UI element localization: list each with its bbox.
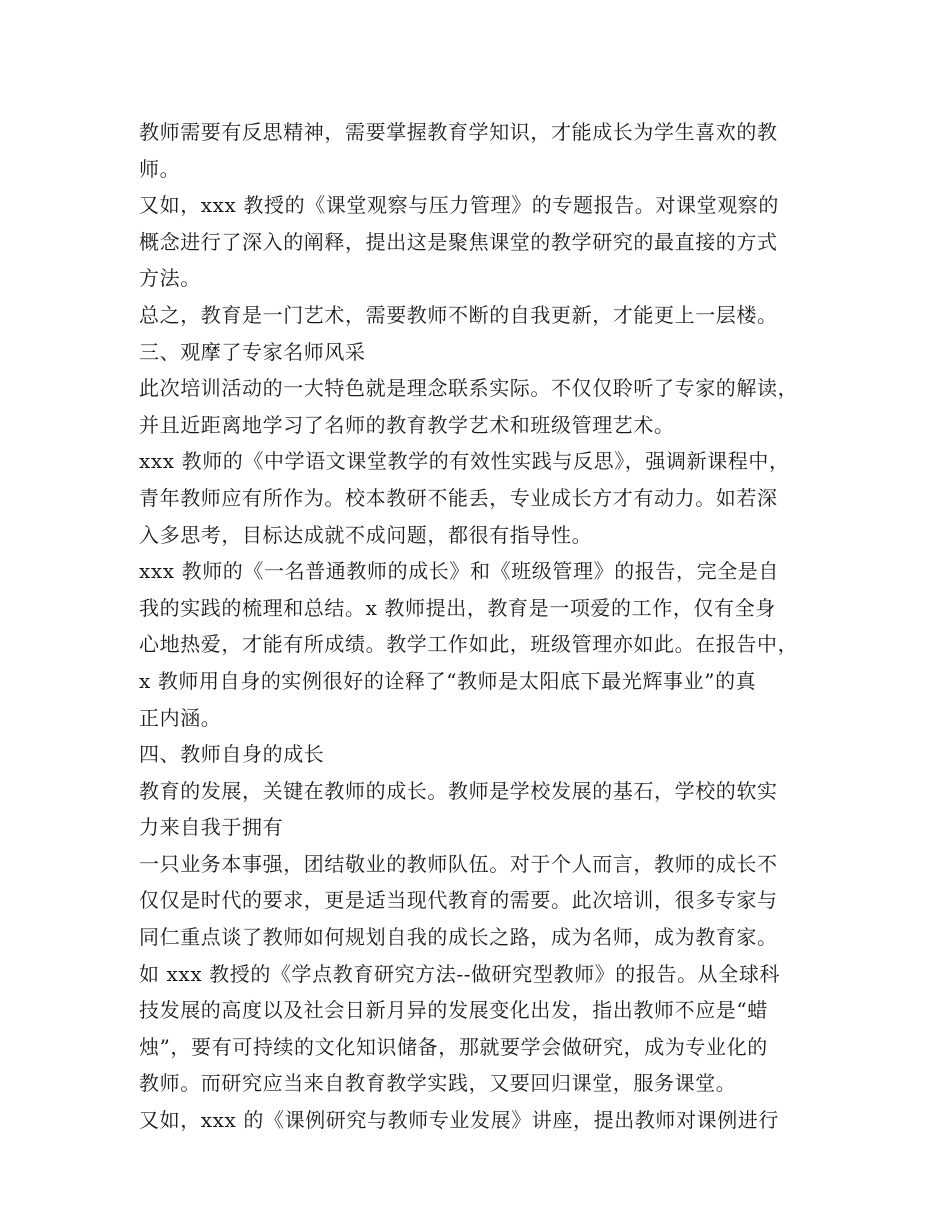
text-line: 入多思考，目标达成就不成问题，都很有指导性。 bbox=[139, 522, 593, 547]
text-line: 方法。 bbox=[139, 266, 201, 291]
text-line: 力来自我于拥有 bbox=[139, 815, 284, 840]
text-line: xxx 教师的《一名普通教师的成长》和《班级管理》的报告，完全是自 bbox=[139, 559, 779, 584]
text-line: 概念进行了深入的阐释，提出这是聚焦课堂的教学研究的最直接的方式 bbox=[139, 229, 778, 254]
text-line: 青年教师应有所作为。校本教研不能丢，专业成长方才有动力。如若深 bbox=[139, 485, 778, 510]
text-line: 我的实践的梳理和总结。x 教师提出，教育是一项爱的工作，仅有全身 bbox=[139, 595, 776, 620]
text-line: 又如，xxx 的《课例研究与教师专业发展》讲座，提出教师对课例进行 bbox=[139, 1108, 779, 1133]
text-line: 师。 bbox=[139, 156, 181, 181]
text-line: 教师需要有反思精神，需要掌握教育学知识，才能成长为学生喜欢的教 bbox=[139, 120, 778, 144]
text-line: 总之，教育是一门艺术，需要教师不断的自我更新，才能更上一层楼。 bbox=[139, 302, 778, 327]
section-heading: 四、教师自身的成长 bbox=[139, 742, 325, 767]
text-line: 教育的发展，关键在教师的成长。教师是学校发展的基石，学校的软实 bbox=[139, 778, 778, 803]
text-line: 同仁重点谈了教师如何规划自我的成长之路，成为名师，成为教育家。 bbox=[139, 925, 778, 950]
section-heading: 三、观摩了专家名师风采 bbox=[139, 339, 366, 364]
text-line: 正内涵。 bbox=[139, 705, 222, 730]
text-line: 心地热爱，才能有所成绩。教学工作如此，班级管理亦如此。在报告中， bbox=[139, 632, 799, 657]
text-line: x 教师用自身的实例很好的诠释了“教师是太阳底下最光辉事业”的真 bbox=[139, 668, 757, 693]
text-line: 一只业务本事强，团结敬业的教师队伍。对于个人而言，教师的成长不 bbox=[139, 851, 778, 876]
text-line: 教师。而研究应当来自教育教学实践，又要回归课堂，服务课堂。 bbox=[139, 1071, 737, 1096]
text-line: 此次培训活动的一大特色就是理念联系实际。不仅仅聆听了专家的解读， bbox=[139, 376, 799, 401]
text-line: 如 xxx 教授的《学点教育研究方法--做研究型教师》的报告。从全球科 bbox=[139, 961, 781, 986]
text-line: 仅仅是时代的要求，更是适当现代教育的需要。此次培训，很多专家与 bbox=[139, 888, 778, 913]
text-line: 烛”，要有可持续的文化知识储备，那就要学会做研究，成为专业化的 bbox=[139, 1034, 768, 1059]
text-line: 又如，xxx 教授的《课堂观察与压力管理》的专题报告。对课堂观察的 bbox=[139, 193, 779, 218]
document-body bbox=[139, 114, 839, 1139]
text-line: 技发展的高度以及社会日新月异的发展变化出发，指出教师不应是“蜡 bbox=[139, 998, 768, 1023]
text-line: xxx 教师的《中学语文课堂教学的有效性实践与反思》，强调新课程中， bbox=[139, 449, 790, 474]
text-line: 并且近距离地学习了名师的教育教学艺术和班级管理艺术。 bbox=[139, 412, 675, 437]
